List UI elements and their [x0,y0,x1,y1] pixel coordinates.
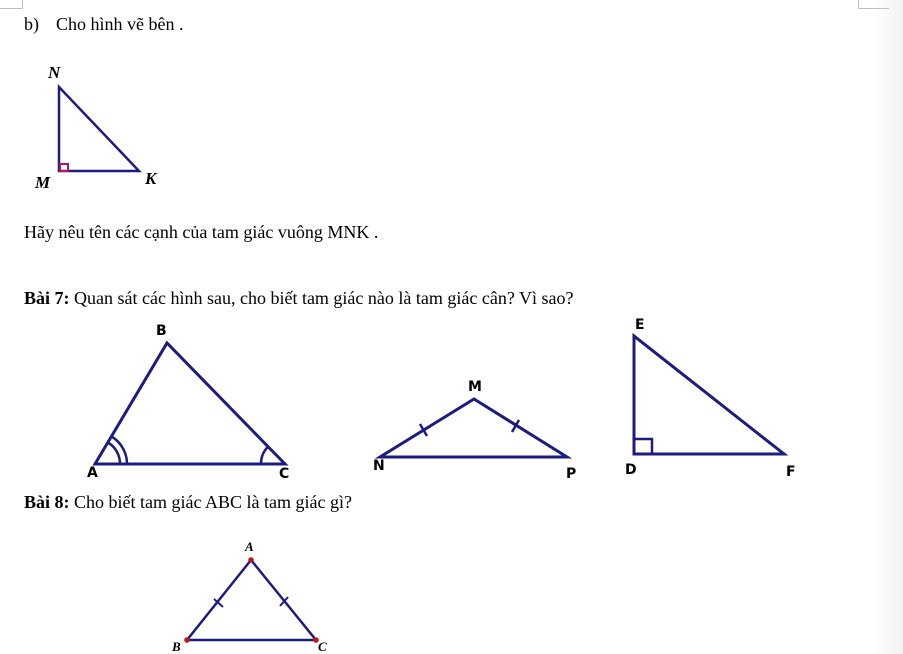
label-m: M [468,379,482,395]
part-b-label: b) [24,14,39,34]
label-n: N [48,63,61,82]
label-b: B [156,323,167,339]
bai7-text: Quan sát các hình sau, cho biết tam giác nào là tam giác cân? Vì sao? [69,288,574,308]
label-p: P [566,466,577,482]
label-e: E [635,317,645,333]
bai7-label: Bài 7: [24,288,70,308]
figure-triangle-abc-angles [87,323,289,482]
right-angle-mark-d [634,439,652,454]
triangle-mnk-shape [59,87,139,171]
label-b: B [172,639,181,654]
triangle-mnp-shape [380,399,567,457]
vertex-dot-a [248,557,254,563]
bai8-label: Bài 8: [24,492,70,512]
triangle-abc2-shape [187,560,316,640]
vertex-dot-b [184,637,190,643]
label-d: D [625,462,637,478]
triangle-edf-shape [634,336,784,454]
label-k: K [145,169,157,188]
question-mnk: Hãy nêu tên các cạnh của tam giác vuông MNK . [24,222,379,242]
label-a: A [87,465,98,481]
label-c: C [279,466,290,482]
triangle-abc-shape [95,343,285,464]
part-b-text: Cho hình vẽ bên . [56,14,184,34]
label-a: A [245,539,254,554]
label-c: C [318,639,327,654]
label-n: N [373,458,385,474]
figure-triangle-edf [625,317,796,480]
bai8-text: Cho biết tam giác ABC là tam giác gì? [69,492,352,512]
label-m: M [35,173,51,192]
figure-triangle-mnk [34,63,158,192]
angle-mark-c [261,447,268,464]
figure-triangle-mnp [373,379,576,482]
figure-triangle-abc-sides [171,539,327,654]
label-f: F [786,464,796,480]
angle-mark-a-inner [108,443,120,465]
